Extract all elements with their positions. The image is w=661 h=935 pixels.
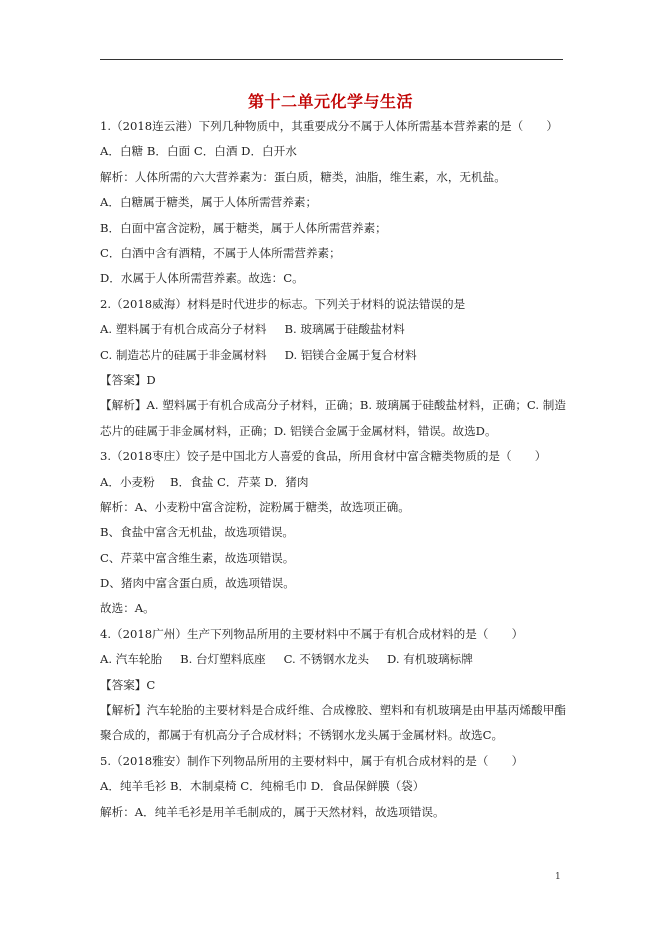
text-line: 3.（2018枣庄）饺子是中国北方人喜爱的食品，所用食材中富含糖类物质的是（ ）: [100, 449, 547, 464]
option-row: [100, 651, 566, 668]
text-line: 1.（2018连云港）下列几种物质中，其重要成分不属于人体所需基本营养素的是（ ）: [100, 119, 558, 133]
document-body: [100, 118, 566, 829]
answer-option: C. 制造芯片的硅属于非金属材料: [100, 347, 267, 362]
text-line: 【答案】C: [100, 677, 156, 692]
text-line: 解析：A、小麦粉中富含淀粉，淀粉属于糖类，故选项正确。: [100, 499, 410, 514]
option-row: [100, 321, 566, 338]
answer-option: D. 有机玻璃标牌: [387, 652, 473, 667]
text-line: 解析：A．纯羊毛衫是用羊毛制成的，属于天然材料，故选项错误。: [100, 804, 445, 819]
answer-option: A. 塑料属于有机合成高分子材料: [100, 322, 267, 337]
header-rule: [100, 59, 563, 60]
answer-option: B. 台灯塑料底座: [180, 652, 266, 667]
text-line: D．水属于人体所需营养素。故选：C。: [100, 271, 304, 286]
text-line: D、猪肉中富含蛋白质，故选项错误。: [100, 576, 295, 591]
text-line: B．白面中富含淀粉，属于糖类，属于人体所需营养素；: [100, 220, 387, 235]
answer-option: B. 玻璃属于硅酸盐材料: [284, 322, 405, 337]
text-line: A．纯羊毛衫 B．木制桌椅 C．纯棉毛巾 D．食品保鲜膜（袋）: [100, 779, 425, 794]
text-line: A．小麦粉 B．食盐 C．芹菜 D．猪肉: [100, 474, 309, 489]
page-number: 1: [555, 872, 561, 882]
paragraph: 【解析】A. 塑料属于有机合成高分子材料，正确；B. 玻璃属于硅酸盐材料，正确；C. 制造芯片的硅属于非金属材料，正确；D. 铝镁合金属于金属材料，错误。故选D。: [100, 398, 566, 438]
text-line: 【答案】D: [100, 372, 156, 387]
text-line: 2.（2018威海）材料是时代进步的标志。下列关于材料的说法错误的是: [100, 296, 466, 311]
answer-option: C. 不锈钢水龙头: [283, 652, 369, 667]
paragraph: 【解析】汽车轮胎的主要材料是合成纤维、合成橡胶、塑料和有机玻璃是由甲基丙烯酸甲酯聚合成的，都属于有机高分子合成材料；不锈钢水龙头属于金属材料。故选C。: [100, 703, 566, 743]
text-line: 解析：人体所需的六大营养素为：蛋白质，糖类，油脂，维生素，水，无机盐。: [100, 169, 506, 184]
text-line: 5.（2018雅安）制作下列物品所用的主要材料中，属于有机合成材料的是（ ）: [100, 753, 524, 768]
answer-option: D. 铝镁合金属于复合材料: [284, 347, 417, 362]
text-line: 4.（2018广州）生产下列物品所用的主要材料中不属于有机合成材料的是（ ）: [100, 626, 524, 641]
text-line: 故选：A。: [100, 601, 155, 616]
text-line: C．白酒中含有酒精，不属于人体所需营养素；: [100, 245, 341, 260]
text-line: B、食盐中富含无机盐，故选项错误。: [100, 525, 295, 540]
text-line: A．白糖 B．白面 C．白酒 D．白开水: [100, 144, 297, 159]
text-line: C、芹菜中富含维生素，故选项错误。: [100, 550, 295, 565]
text-line: A．白糖属于糖类，属于人体所需营养素；: [100, 195, 318, 210]
option-row: [100, 347, 566, 364]
answer-option: A. 汽车轮胎: [100, 652, 163, 667]
page-title: 第十二单元化学与生活: [247, 92, 413, 111]
